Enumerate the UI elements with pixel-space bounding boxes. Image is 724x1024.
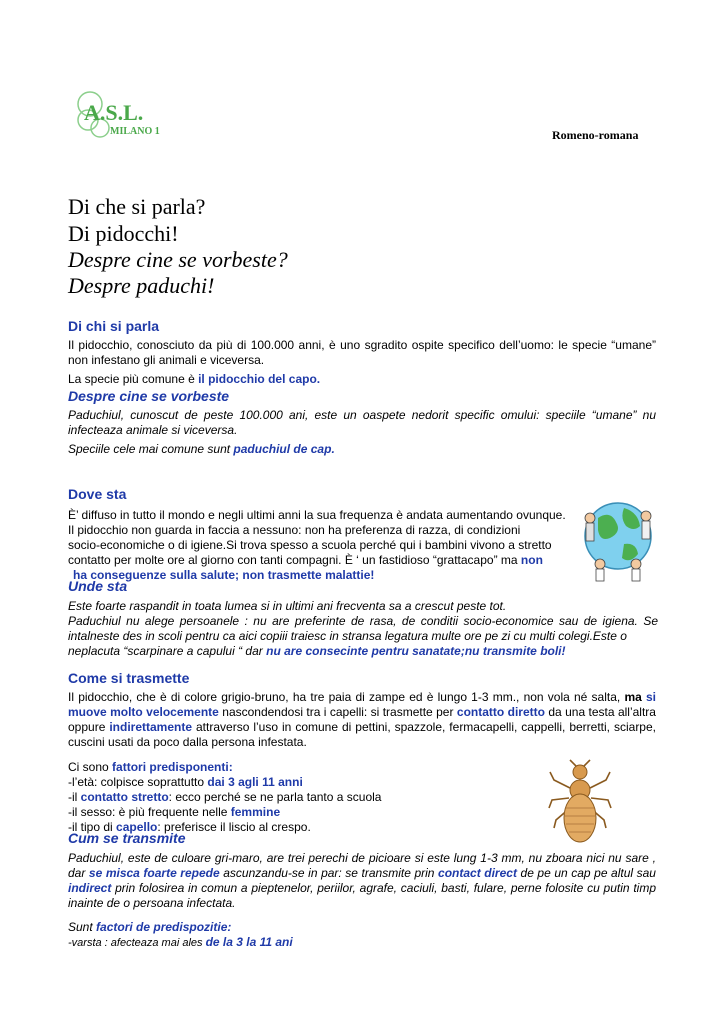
- unde-paragraph: Paduchiul nu alege persoanele : nu are preferinte de rasa, de conditii socio-economice sau de igiena. Se intalneste des in scoli pentru ca aici copiii traiesc in stransa legatura multe ore pe zi cu multi colegi.Este o: [68, 614, 658, 643]
- paragraph-it-1: Il pidocchio, conosciuto da più di 100.000 anni, è uno sgradito ospite specifico dell’uomo: le specie “umane” non infestano gli animali e viceversa.: [68, 338, 656, 367]
- heading-come-si-trasmette: Come si trasmette: [68, 670, 190, 686]
- heading-despre-cine: Despre cine se vorbeste: [68, 388, 230, 404]
- fattori-item-contatto: -il contatto stretto: ecco perché se ne parla tanto a scuola: [68, 790, 382, 804]
- factori-title: Sunt factori de predispozitie:: [68, 920, 232, 934]
- heading-di-chi-si-parla: Di chi si parla: [68, 318, 160, 334]
- dove-line-2: Il pidocchio non guarda in faccia a nessuno: non ha preferenza di razza, di condizioni: [68, 523, 521, 537]
- title-ro-2: Despre paduchi!: [68, 273, 215, 298]
- title-it-2: Di pidocchi!: [68, 221, 179, 246]
- title-it-1: Di che si parla?: [68, 194, 206, 219]
- language-label: Romeno-romana: [552, 128, 639, 142]
- trasmette-paragraph: Il pidocchio, che è di colore grigio-bruno, ha tre paia di zampe ed è lungo 1-3 mm., non vola né salta, ma si muove molto velocemente nascondendosi tra i capelli: si trasmette per contatto diretto da una testa all’altra oppure indirettamente attraverso l’uso in comune di pettini, spazzole, fermacapelli, cappelli, berretti, sciarpe, cuscini usati da poco dalla persona infestata.: [68, 690, 656, 749]
- fattori-item-capello: -il tipo di capello: preferisce il liscio al crespo.: [68, 820, 311, 834]
- heading-dove-sta: Dove sta: [68, 486, 127, 502]
- heading-cum-se-transmite: Cum se transmite: [68, 830, 186, 846]
- highlight-pidocchio-capo: il pidocchio del capo.: [198, 372, 321, 386]
- logo-text: A.S.L.: [84, 100, 144, 125]
- dove-line-4: contatto per molte ore al giorno con tanti compagni. È ‘ un fastidioso “grattacapo” ma non: [68, 553, 543, 567]
- unde-line-last: neplacuta “scarpinare a capului “ dar nu are consecinte pentru sanatate;nu transmite boli!: [68, 644, 566, 658]
- globe-children-illustration: [576, 488, 660, 584]
- fattori-item-sesso: -il sesso: è più frequente nelle femmine: [68, 805, 281, 819]
- highlight-paduchiul-cap: paduchiul de cap.: [233, 442, 335, 456]
- transmite-paragraph: Paduchiul, este de culoare gri-maro, are trei perechi de picioare si este lung 1-3 mm, nu zboara nici nu sare , dar se misca foarte repede ascunzandu-se in par: se transmite prin contact direct de pe un cap pe altul sau indirect prin folosirea in comun a pieptenelor, periilor, agrafe, caciuli, basti, fulare, perne folosite cu putin timp inainte de o persoana infectata.: [68, 851, 656, 910]
- dove-line-1: È’ diffuso in tutto il mondo e negli ultimi anni la sua frequenza è andata aumentando ovunque.: [68, 508, 566, 522]
- heading-unde-sta: Unde sta: [68, 578, 128, 594]
- paragraph-ro-1: Paduchiul, cunoscut de peste 100.000 ani, este un oaspete nedorit specific omului: speciile “umane” nu infecteaza animale si viceversa.: [68, 408, 656, 437]
- title-ro-1: Despre cine se vorbeste?: [68, 247, 288, 272]
- asl-logo: [74, 86, 174, 146]
- factori-item-varsta: -varsta : afecteaza mai ales de la 3 la 11 ani: [68, 935, 293, 949]
- logo-subtext: MILANO 1: [110, 126, 160, 137]
- fattori-item-eta: -l’età: colpisce soprattutto dai 3 agli 11 anni: [68, 775, 303, 789]
- dove-line-3: socio-economiche o di igiene.Si trova spesso a scuola perché qui i bambini vivono a stretto: [68, 538, 552, 552]
- dove-line-5: ha conseguenze sulla salute; non trasmette malattie!: [73, 568, 375, 582]
- paragraph-it-2: La specie più comune è il pidocchio del capo.: [68, 372, 321, 386]
- unde-line-1: Este foarte raspandit in toata lumea si in ultimi ani frecventa sa a crescut peste tot.: [68, 599, 507, 613]
- fattori-title: Ci sono fattori predisponenti:: [68, 760, 233, 774]
- paragraph-ro-2: Speciile cele mai comune sunt paduchiul de cap.: [68, 442, 335, 456]
- louse-illustration: [548, 758, 612, 846]
